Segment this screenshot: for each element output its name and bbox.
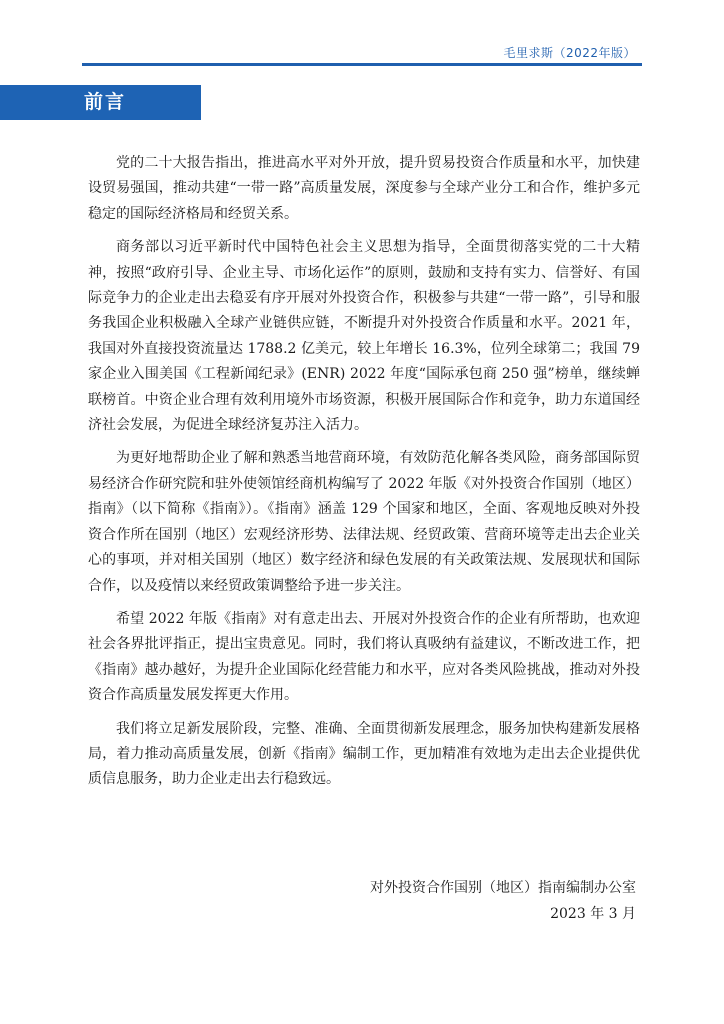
signature-date: 2023 年 3 月	[550, 906, 636, 922]
signature-organization: 对外投资合作国别（地区）指南编制办公室	[370, 880, 636, 896]
running-header-title: 毛里求斯（2022年版）	[503, 46, 636, 60]
paragraph-4: 希望 2022 年版《指南》对有意走出去、开展对外投资合作的企业有所帮助，也欢迎社会各界批评指正，提出宝贵意见。同时，我们将认真吸纳有益建议，不断改进工作，把《指南》越办越好，为提升企业国际化经营能力和水平，应对各类风险挑战，推动对外投资合作高质量发展发挥更大作用。	[88, 610, 640, 704]
section-title: 前言	[84, 91, 127, 113]
section-title-bar	[0, 85, 201, 120]
header-rule	[82, 63, 642, 66]
paragraph-5: 我们将立足新发展阶段，完整、准确、全面贯彻新发展理念，服务加快构建新发展格局，着力推动高质量发展，创新《指南》编制工作，更加精准有效地为走出去企业提供优质信息服务，助力企业走出去行稳致远。	[88, 720, 640, 788]
paragraph-3: 为更好地帮助企业了解和熟悉当地营商环境，有效防范化解各类风险，商务部国际贸易经济合作研究院和驻外使领馆经商机构编写了 2022 年版《对外投资合作国别（地区）指南》（以下简称《指南》）。《指南》涵盖 129 个国家和地区，全面、客观地反映对外投资合作所在国别（地区）宏观经济形势、法律法规、经贸政策、营商环境等走出去企业关心的事项，并对相关国别（地区）数字经济和绿色发展的有关政策法规、发展现状和国际合作，以及疫情以来经贸政策调整给予进一步关注。	[88, 450, 640, 594]
paragraph-2: 商务部以习近平新时代中国特色社会主义思想为指导，全面贯彻落实党的二十大精神，按照“政府引导、企业主导、市场化运作”的原则，鼓励和支持有实力、信誉好、有国际竞争力的企业走出去稳妥有序开展对外投资合作，积极参与共建“一带一路”，引导和服务我国企业积极融入全球产业链供应链，不断提升对外投资合作质量和水平。2021 年，我国对外直接投资流量达 1788.2 亿美元，较上年增长 16.3%，位列全球第二；我国 79 家企业入围美国《工程新闻纪录》(ENR) 2022 年度“国际承包商 250 强”榜单，继续蝉联榜首。中资企业合理有效利用境外市场资源，积极开展国际合作和竞争，助力东道国经济社会发展，为促进全球经济复苏注入活力。	[88, 239, 640, 434]
paragraph-1: 党的二十大报告指出，推进高水平对外开放，提升贸易投资合作质量和水平，加快建设贸易强国，推动共建“一带一路”高质量发展，深度参与全球产业分工和合作，维护多元稳定的国际经济格局和经贸关系。	[88, 155, 640, 222]
preface-body	[88, 151, 640, 801]
